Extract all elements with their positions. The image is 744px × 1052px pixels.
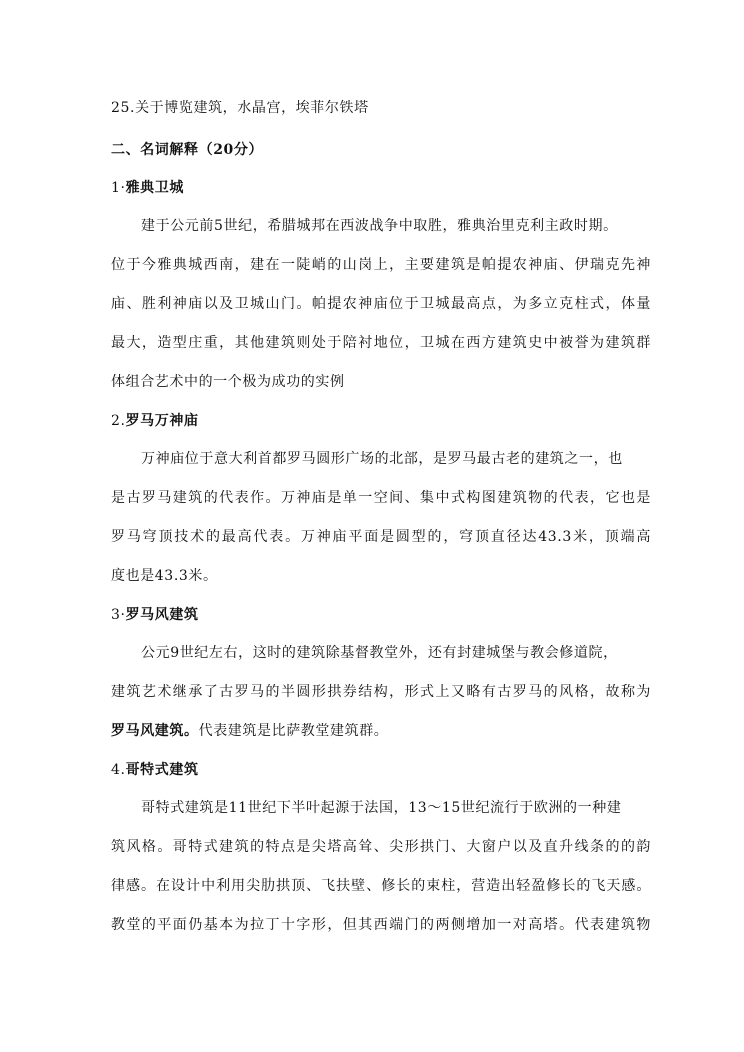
term-heading [111, 760, 651, 780]
term-title: 罗马万神庙 [125, 413, 199, 429]
paragraph-line: 位于今雅典城西南，建在一陡峭的山岗上，主要建筑是帕提农神庙、伊瑞克先神 [111, 257, 651, 273]
emphasized-term: 罗马风建筑。 [111, 723, 199, 739]
intro-line: 25.关于博览建筑，水晶宫，埃菲尔铁塔 [111, 100, 369, 116]
paragraph-line: 体组合艺术中的一个极为成功的实例 [111, 374, 345, 390]
term-title: 哥特式建筑 [125, 762, 199, 778]
paragraph-line: 万神庙位于意大利首都罗马圆形广场的北部，是罗马最古老的建筑之一，也 [141, 451, 623, 467]
paragraph-line: 罗马穹顶技术的最高代表。万神庙平面是圆型的，穹顶直径达43.3米，顶端高 [111, 529, 651, 545]
section-heading: 二、名词解释（20分） [111, 142, 264, 158]
term-heading [111, 411, 651, 431]
paragraph-line: 是古罗马建筑的代表作。万神庙是单一空间、集中式构图建筑物的代表，它也是 [111, 490, 651, 506]
term-heading [111, 178, 651, 198]
term-title: 罗马风建筑 [125, 607, 199, 623]
term-number: 3· [111, 607, 126, 623]
paragraph-line: 庙、胜利神庙以及卫城山门。帕提农神庙位于卫城最高点，为多立克柱式，体量 [111, 296, 651, 312]
paragraph-line: 哥特式建筑是11世纪下半叶起源于法国，13～15世纪流行于欧洲的一种建 [141, 800, 622, 816]
paragraph-line: 建筑艺术继承了古罗马的半圆形拱券结构，形式上又略有古罗马的风格，故称为 [111, 684, 651, 700]
paragraph-line: 律感。在设计中利用尖肋拱顶、飞扶壁、修长的束柱，营造出轻盈修长的飞天感。 [111, 878, 651, 894]
term-heading [111, 605, 651, 625]
paragraph-line: 最大，造型庄重，其他建筑则处于陪衬地位，卫城在西方建筑史中被誉为建筑群 [111, 335, 651, 351]
paragraph-line: 建于公元前5世纪，希腊城邦在西波战争中取胜，雅典治里克利主政时期。 [141, 218, 618, 234]
paragraph-line: 教堂的平面仍基本为拉丁十字形，但其西端门的两侧增加一对高塔。代表建筑物 [111, 917, 651, 933]
paragraph-text: 代表建筑是比萨教堂建筑群。 [198, 723, 389, 739]
paragraph-line: 公元9世纪左右，这时的建筑除基督教堂外，还有封建城堡与教会修道院， [141, 645, 618, 661]
term-number: 2. [111, 413, 126, 429]
term-number: 4. [111, 762, 126, 778]
paragraph-line: 度也是43.3米。 [111, 568, 218, 584]
paragraph-line [111, 721, 651, 741]
term-number: 1· [111, 180, 126, 196]
paragraph-line: 筑风格。哥特式建筑的特点是尖塔高耸、尖形拱门、大窗户以及直升线条的的韵 [111, 839, 651, 855]
term-title: 雅典卫城 [125, 180, 184, 196]
